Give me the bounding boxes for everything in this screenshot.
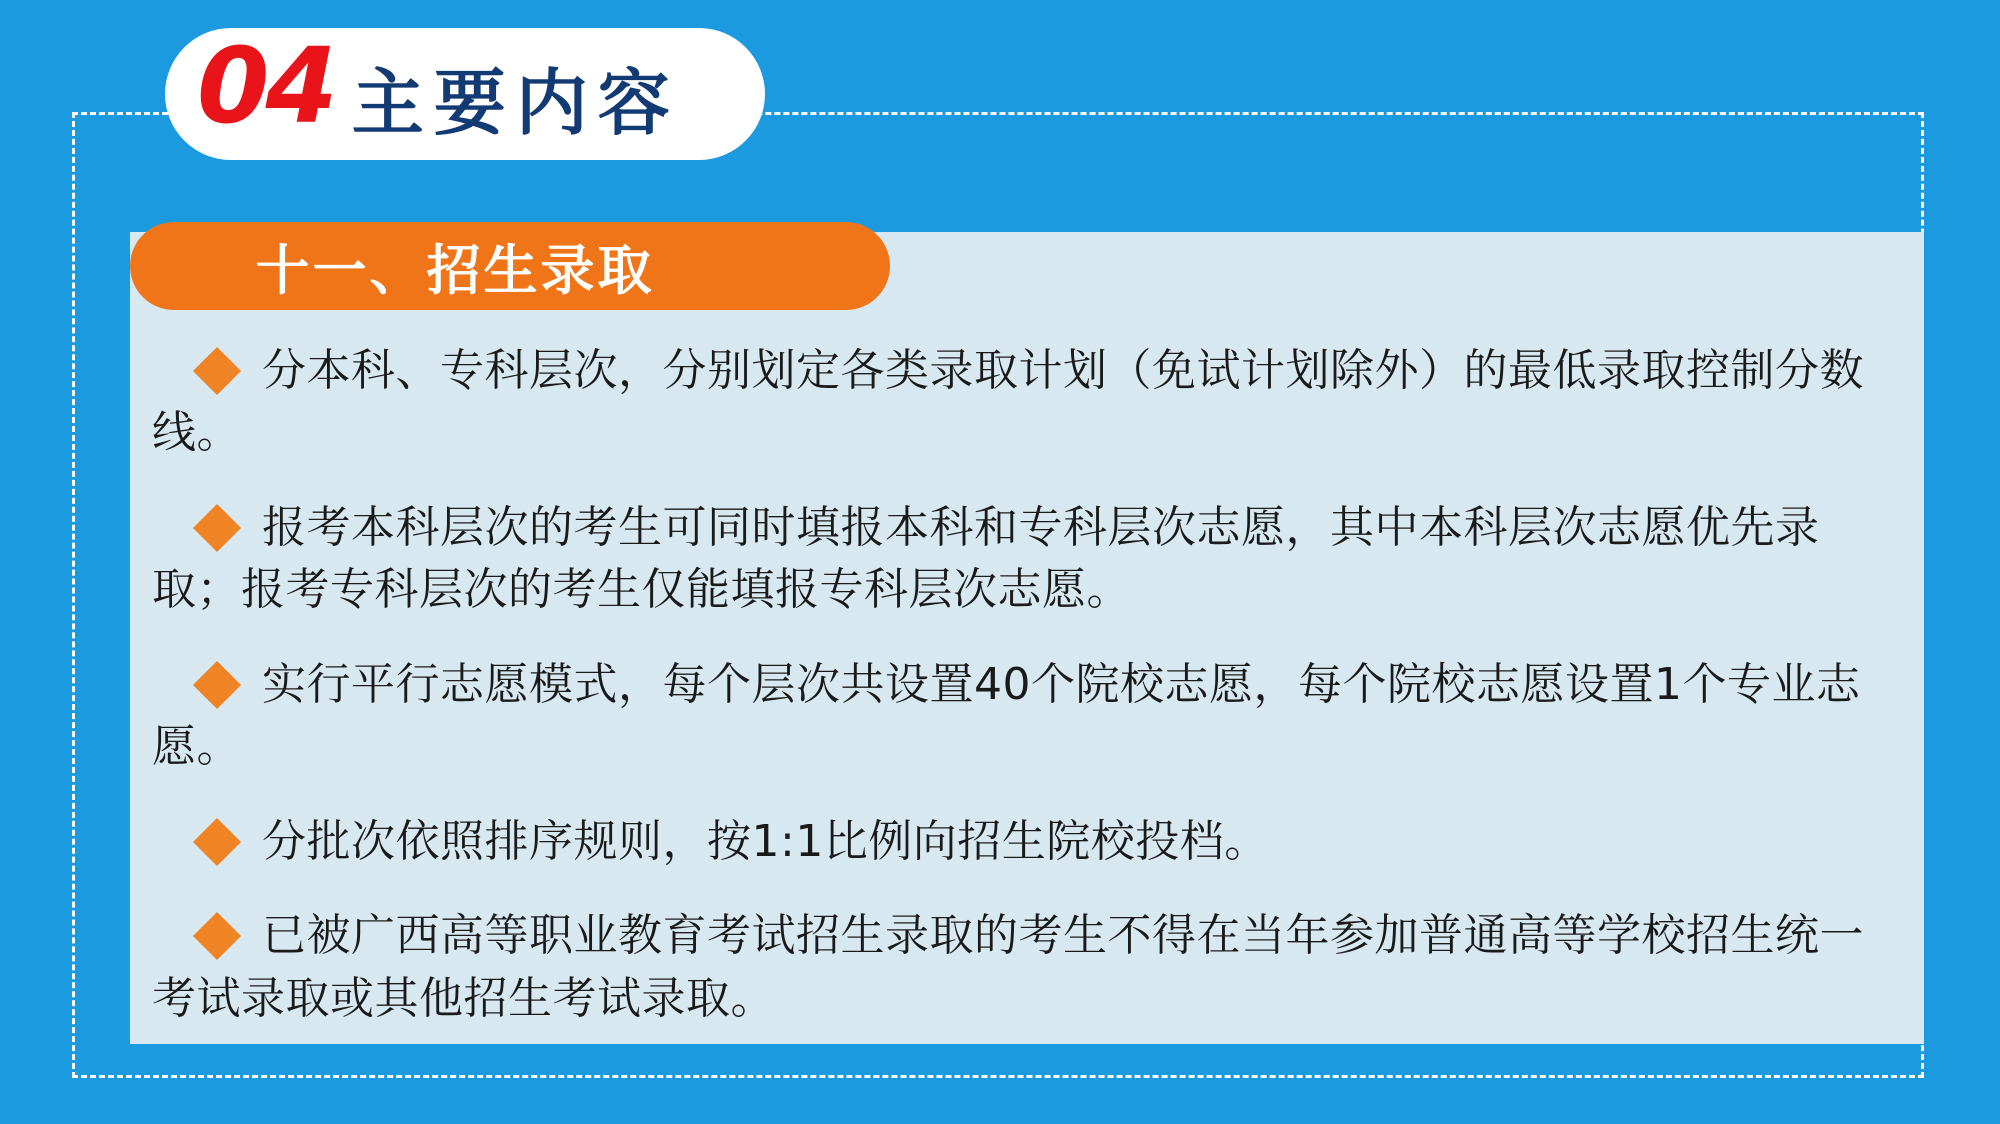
bullet-list: [152, 340, 1896, 1062]
section-heading-label: 十一、招生录取: [255, 238, 655, 302]
list-item-text: 报考本科层次的考生可同时填报本科和专科层次志愿，其中本科层次志愿优先录取；报考专科层次的考生仅能填报专科层次志愿。: [152, 501, 1820, 616]
list-item: [152, 497, 1896, 622]
list-item: [152, 340, 1896, 465]
list-item-text: 实行平行志愿模式，每个层次共设置40个院校志愿，每个院校志愿设置1个专业志愿。: [152, 658, 1861, 773]
list-item: [152, 654, 1896, 779]
list-item: [152, 905, 1896, 1030]
list-item: [152, 811, 1896, 873]
page-title: 主要内容: [351, 61, 680, 145]
list-item-text: 分本科、专科层次，分别划定各类录取计划（免试计划除外）的最低录取控制分数线。: [152, 345, 1864, 459]
list-item-text: 已被广西高等职业教育考试招生录取的考生不得在当年参加普通高等学校招生统一考试录取或其他招生考试录取。: [152, 910, 1864, 1024]
section-heading-pill: [130, 222, 890, 310]
list-item-text: 分批次依照排序规则，按1:1比例向招生院校投档。: [262, 815, 1269, 867]
header-pill: [165, 25, 765, 160]
section-number: 04: [197, 25, 334, 147]
